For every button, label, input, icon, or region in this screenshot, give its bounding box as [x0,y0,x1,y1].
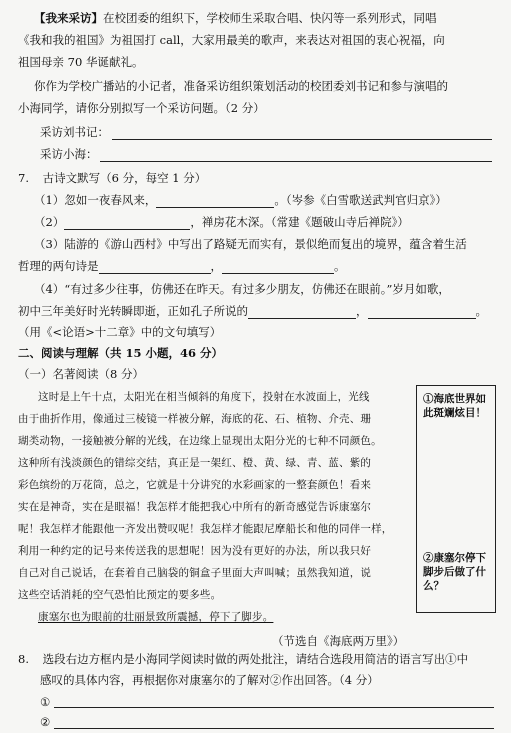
q6-task-line1: 你作为学校广播站的小记者，准备采访组织策划活动的校团委刘书记和参与演唱的 [34,79,448,93]
q8-text-1: 选段右边方框内是小海同学阅读时做的两处批注，请结合选段用简洁的语言写出①中 [42,652,469,666]
q7-title: 古诗文默写（6 分，每空 1 分） [42,171,207,185]
q7-item1 [34,192,447,208]
q7-item4-comma: ， [356,304,368,318]
section2-subtitle: （一）名著阅读（8 分） [18,367,144,381]
q6-intro-line3: 祖国母亲 70 华诞献礼。 [18,55,144,69]
passage-line-10: 这些空话消耗的空气恐怕比预定的要多些。 [18,589,222,601]
q8-number: 8. [18,652,29,666]
q7-item4-line2 [18,303,487,319]
passage-line-5: 彩色缤纷的万花筒，总之，它就是十分讲究的水彩画家的一整套颜色！看来 [18,479,372,491]
q6-answer-blank-liu[interactable] [112,139,492,140]
q7-item3-line2 [18,258,346,274]
q8-line2: 感叹的具体内容，再根据你对康塞尔的了解对②作出回答。（4 分） [40,673,379,687]
q8-line1 [18,651,468,667]
annotation-note-2: ②康塞尔停下脚步后做了什么？ [423,552,486,592]
passage-line-6: 实在是神奇，实在是眼福！我怎样才能把我心中所有的新奇感觉告诉康塞尔 [18,501,372,513]
q7-item3-prompt: 哲理的两句诗是 [18,259,99,273]
q7-item4-prompt: 初中三年美好时光转瞬即逝，正如孔子所说的 [18,304,248,318]
q7-header [18,170,206,186]
q7-item2-blank[interactable] [64,216,190,230]
q7-item3-blank2[interactable] [222,260,334,274]
q8-answer-label-2: ② [40,715,51,729]
q6-interview-xiaohai-label: 采访小海： [40,147,98,161]
passage-line-7: 呢！我怎样才能跟他一齐发出赞叹呢！我怎样才能跟尼摩船长和他的同伴一样， [18,523,393,535]
q8-answer-label-1: ① [40,695,51,709]
q7-item1-source: 。（岑参《白雪歌送武判官归京》） [274,193,447,207]
q6-interview-liu-label: 采访刘书记： [40,125,109,139]
q7-item4-line3: （用《<论语>十二章》中的文句填写） [18,325,222,339]
q7-item1-prompt: （1）忽如一夜春风来， [34,193,157,207]
passage-line-1: 这时是上午十点，太阳光在相当倾斜的角度下，投射在水波面上，光线 [38,391,370,403]
q7-item4-line1: （4）“有过多少往事，仿佛还在昨天。有过多少朋友，仿佛还在眼前。”岁月如歌， [34,282,450,296]
passage-source: （节选自《海底两万里》） [272,634,405,648]
passage-line-4: 这种所有浅淡颜色的错综交结，真正是一架红、橙、黄、绿、青、蓝、紫的 [18,457,372,469]
passage-line-9: 自己对自己说话，在套着自己脑袋的铜盒子里面大声叫喊；虽然我知道，说 [18,567,372,579]
q6-task-line2: 小海同学，请你分别拟写一个采访问题。（2 分） [18,101,265,115]
q6-answer-blank-xiaohai[interactable] [100,161,492,162]
q6-intro-line1 [34,10,437,26]
q7-item4-blank2[interactable] [368,305,476,319]
q7-item3-blank1[interactable] [99,260,211,274]
q7-item3-line1: （3）陆游的《游山西村》中写出了路疑无而实有，景似绝而复出的境界，蕴含着生活 [34,237,467,251]
q7-item3-end: 。 [334,259,346,273]
q8-answer-blank-2[interactable] [54,728,494,729]
passage-line-3: 瑚类动物，一接触被分解的光线，在边缘上显现出太阳分光的七种不同颜色。 [18,435,382,447]
q6-intro-tag: 【我来采访】 [34,11,103,25]
passage-last-line: 康塞尔也为眼前的壮丽景致所震撼，停下了脚步。 [38,611,274,623]
q7-item2-prompt: （2） [34,215,65,229]
passage-line-2: 由于曲折作用，像通过三棱镜一样被分解，海底的花、石、植物、介壳、珊 [18,413,372,425]
q7-item3-comma: ， [210,259,222,273]
q8-answer-blank-1[interactable] [54,707,494,708]
passage-line-8: 利用一种约定的记号来传送我的思想呢！因为没有更好的办法，所以我只好 [18,545,372,557]
q6-intro-text-1: 在校团委的组织下，学校师生采取合唱、快闪等一系列形式，同唱 [103,11,437,25]
q7-item4-blank1[interactable] [248,305,356,319]
q7-item4-end: 。 [475,304,487,318]
annotation-note-1: ①海底世界如此斑斓炫目！ [423,393,486,419]
q7-number: 7. [18,171,29,185]
section2-title: 二、阅读与理解（共 15 小题，46 分） [18,346,224,360]
q7-item2 [34,214,409,230]
q6-intro-line2: 《我和我的祖国》为祖国打 call，大家用最美的歌声，来表达对祖国的衷心祝福，向 [18,33,445,47]
q7-item1-blank[interactable] [156,194,274,208]
q7-item2-source: ，禅房花木深。（常建《题破山寺后禅院》） [190,215,409,229]
